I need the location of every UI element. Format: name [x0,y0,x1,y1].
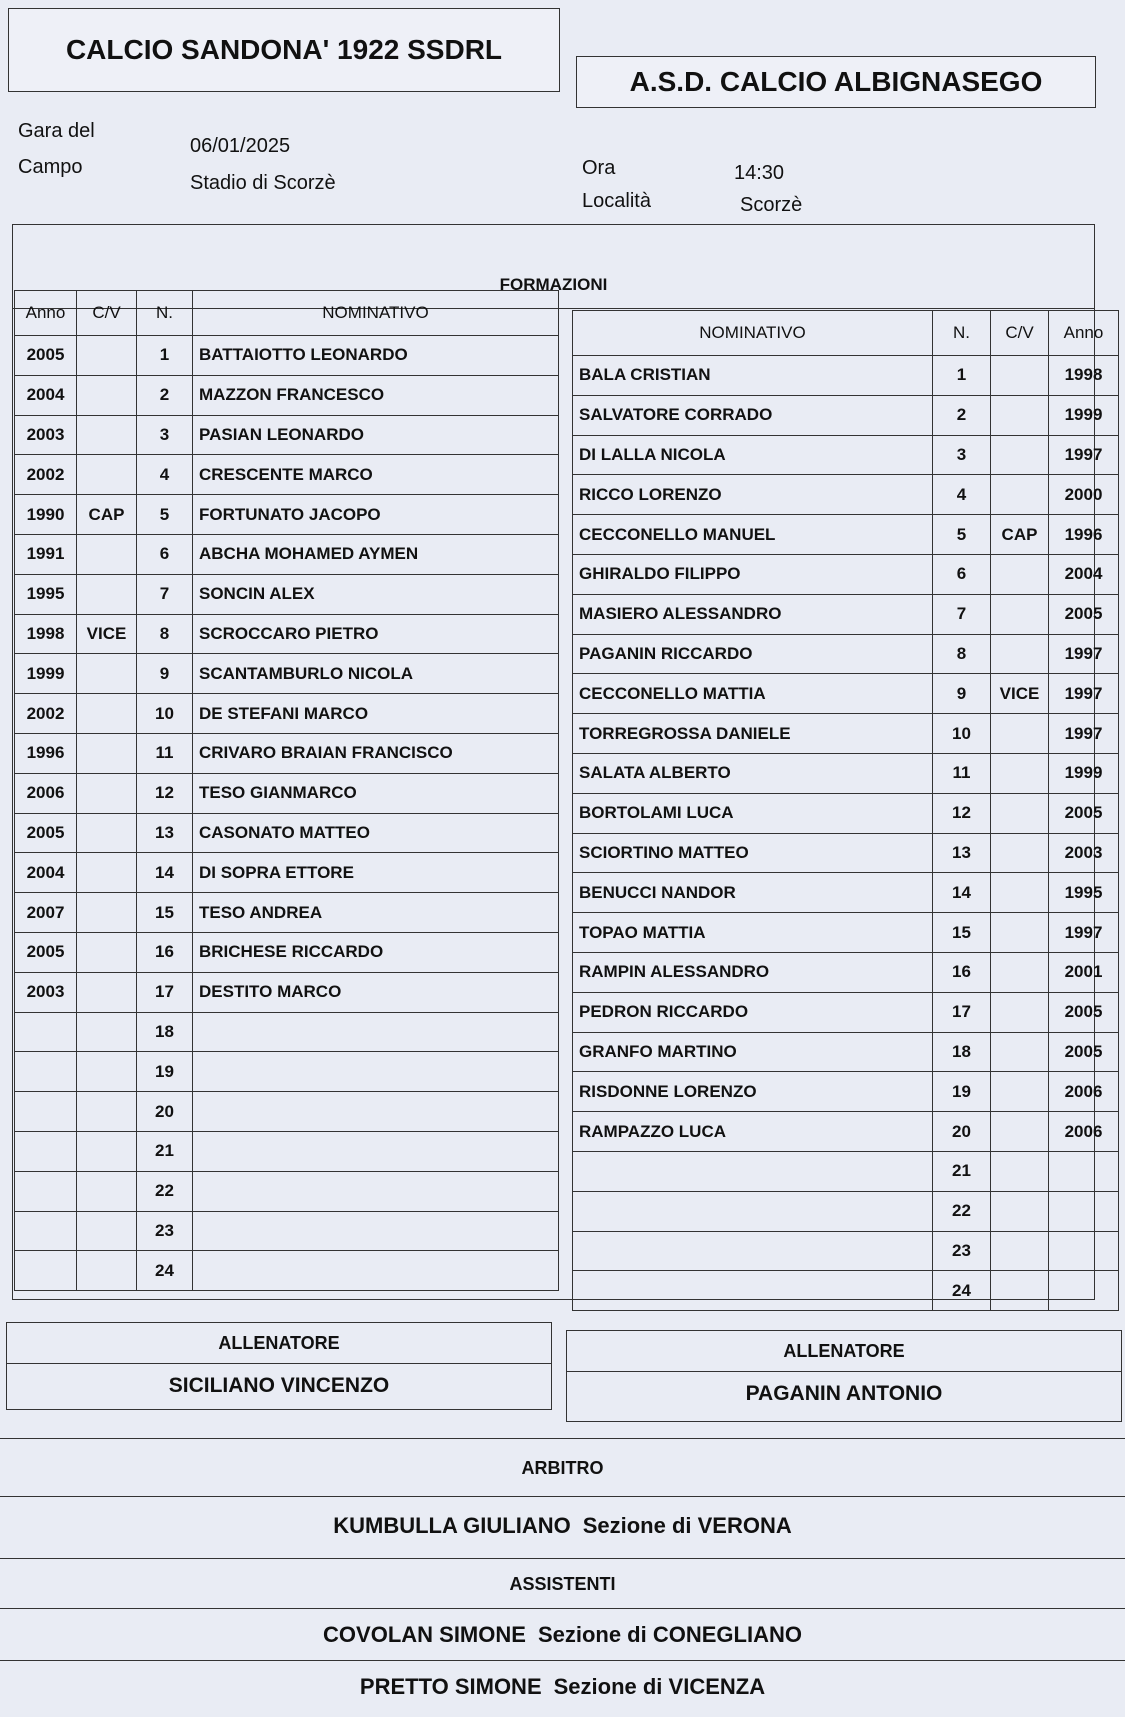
player-cv [77,972,137,1012]
player-n: 20 [137,1092,193,1132]
player-cv [77,336,137,376]
player-n: 9 [137,654,193,694]
away-coach-label: ALLENATORE [567,1331,1121,1372]
player-cv [77,813,137,853]
ora-value: 14:30 [734,162,785,184]
player-anno: 1999 [15,654,77,694]
player-anno: 1999 [1049,395,1119,435]
player-anno: 2003 [15,972,77,1012]
player-n: 10 [137,694,193,734]
player-anno: 2002 [15,694,77,734]
player-cv [77,1012,137,1052]
player-name: TORREGROSSA DANIELE [573,714,933,754]
player-name: CECCONELLO MATTIA [573,674,933,714]
player-anno [1049,1231,1119,1271]
player-name [193,1171,559,1211]
player-anno [15,1012,77,1052]
player-anno: 1997 [1049,634,1119,674]
player-anno: 1997 [1049,714,1119,754]
player-n: 22 [137,1171,193,1211]
player-cv [991,1112,1049,1152]
player-n: 10 [933,714,991,754]
away-player-row [573,1231,1119,1271]
player-name [193,1131,559,1171]
player-anno [15,1131,77,1171]
assistant-name: PRETTO SIMONE [359,1674,542,1699]
player-n: 4 [137,455,193,495]
player-n: 7 [933,594,991,634]
player-cv [77,375,137,415]
player-n: 20 [933,1112,991,1152]
player-name: DI LALLA NICOLA [573,435,933,475]
player-cv [77,415,137,455]
player-name: SONCIN ALEX [193,574,559,614]
col-n: N. [933,311,991,356]
away-player-row [573,1072,1119,1112]
player-name: GRANFO MARTINO [573,1032,933,1072]
player-anno [1049,1271,1119,1311]
player-name: RISDONNE LORENZO [573,1072,933,1112]
away-coach-box [566,1330,1122,1422]
player-name: CASONATO MATTEO [193,813,559,853]
player-n: 22 [933,1191,991,1231]
player-cv [991,1271,1049,1311]
player-anno: 2003 [1049,833,1119,873]
player-n: 5 [933,515,991,555]
player-name: SCROCCARO PIETRO [193,614,559,654]
player-n: 21 [933,1151,991,1191]
away-player-row [573,356,1119,396]
player-n: 14 [137,853,193,893]
player-name: BRICHESE RICCARDO [193,932,559,972]
player-name: TESO ANDREA [193,893,559,933]
formazioni-title: FORMAZIONI [12,262,1095,309]
player-name [573,1231,933,1271]
col-anno: Anno [15,291,77,336]
home-player-row [15,773,559,813]
home-player-row [15,495,559,535]
player-name: TOPAO MATTIA [573,913,933,953]
col-cv: C/V [991,311,1049,356]
player-cv [991,594,1049,634]
home-player-row [15,534,559,574]
player-n: 2 [137,375,193,415]
player-n: 17 [933,992,991,1032]
player-name: RAMPIN ALESSANDRO [573,952,933,992]
player-anno: 1997 [1049,913,1119,953]
player-n: 13 [933,833,991,873]
gara-value: 06/01/2025 [190,135,291,157]
away-header-row [573,311,1119,356]
home-player-row [15,813,559,853]
player-cv [991,793,1049,833]
campo-value: Stadio di Scorzè [190,172,336,194]
home-player-row [15,415,559,455]
player-cv [77,574,137,614]
player-cv [991,356,1049,396]
home-player-row [15,455,559,495]
player-cv [991,634,1049,674]
player-cv [991,435,1049,475]
player-name: SCIORTINO MATTEO [573,833,933,873]
player-anno [1049,1191,1119,1231]
player-n: 4 [933,475,991,515]
away-player-row [573,833,1119,873]
home-coach-label: ALLENATORE [7,1323,551,1364]
player-name [193,1052,559,1092]
player-anno: 2005 [1049,992,1119,1032]
player-name: SALVATORE CORRADO [573,395,933,435]
player-n: 11 [933,753,991,793]
player-n: 13 [137,813,193,853]
player-anno: 2001 [1049,952,1119,992]
player-n: 6 [933,554,991,594]
gara-label: Gara del [18,120,95,142]
player-cv [77,773,137,813]
player-anno: 2005 [1049,793,1119,833]
home-header-row [15,291,559,336]
player-cv [77,1131,137,1171]
player-anno: 2005 [15,813,77,853]
player-name: PAGANIN RICCARDO [573,634,933,674]
player-n: 12 [933,793,991,833]
away-player-row [573,634,1119,674]
player-anno: 2005 [1049,1032,1119,1072]
player-anno: 2002 [15,455,77,495]
player-n: 11 [137,733,193,773]
home-player-row [15,336,559,376]
player-name: PASIAN LEONARDO [193,415,559,455]
away-player-row [573,594,1119,634]
player-cv [991,714,1049,754]
player-cv [77,455,137,495]
home-player-row [15,1092,559,1132]
player-n: 7 [137,574,193,614]
away-player-row [573,992,1119,1032]
player-anno: 1997 [1049,674,1119,714]
player-n: 3 [933,435,991,475]
player-n: 2 [933,395,991,435]
home-player-row [15,1052,559,1092]
player-anno: 2004 [15,375,77,415]
assistant-section: Sezione di CONEGLIANO [537,1622,802,1647]
player-cv [991,873,1049,913]
player-n: 14 [933,873,991,913]
player-n: 9 [933,674,991,714]
home-player-row [15,893,559,933]
player-name: DE STEFANI MARCO [193,694,559,734]
player-anno [15,1171,77,1211]
player-anno: 1999 [1049,753,1119,793]
player-name: FORTUNATO JACOPO [193,495,559,535]
home-player-row [15,1211,559,1251]
away-roster-table [572,310,1119,1311]
player-name: CRIVARO BRAIAN FRANCISCO [193,733,559,773]
col-nominativo: NOMINATIVO [573,311,933,356]
player-anno: 2004 [15,853,77,893]
player-n: 1 [137,336,193,376]
player-n: 19 [933,1072,991,1112]
player-cv [77,1251,137,1291]
col-n: N. [137,291,193,336]
player-anno: 2006 [15,773,77,813]
player-n: 16 [933,952,991,992]
player-cv [77,654,137,694]
player-cv [77,534,137,574]
ora-label: Ora [582,157,616,179]
player-anno: 2006 [1049,1112,1119,1152]
player-name: RICCO LORENZO [573,475,933,515]
player-cv [77,893,137,933]
player-name: GHIRALDO FILIPPO [573,554,933,594]
player-cv [991,1151,1049,1191]
assistants-label: ASSISTENTI [0,1558,1125,1609]
away-player-row [573,913,1119,953]
away-player-row [573,395,1119,435]
away-player-row [573,1271,1119,1311]
player-name: CECCONELLO MANUEL [573,515,933,555]
player-anno: 2005 [15,336,77,376]
player-n: 15 [933,913,991,953]
home-player-row [15,1171,559,1211]
referee-section: Sezione di VERONA [582,1513,792,1538]
referee-row [0,1496,1125,1555]
player-cv [77,1052,137,1092]
player-cv [991,1231,1049,1271]
home-player-row [15,1012,559,1052]
player-cv: VICE [991,674,1049,714]
player-anno: 1998 [15,614,77,654]
player-n: 6 [137,534,193,574]
player-name: SCANTAMBURLO NICOLA [193,654,559,694]
player-cv [77,853,137,893]
player-name: MASIERO ALESSANDRO [573,594,933,634]
home-coach-box [6,1322,552,1410]
home-player-row [15,375,559,415]
player-cv [991,554,1049,594]
away-player-row [573,435,1119,475]
player-cv [77,1211,137,1251]
player-anno: 2000 [1049,475,1119,515]
away-player-row [573,674,1119,714]
referee-name: KUMBULLA GIULIANO [333,1513,571,1538]
player-name: BENUCCI NANDOR [573,873,933,913]
player-anno: 2005 [15,932,77,972]
player-cv: CAP [991,515,1049,555]
player-name: RAMPAZZO LUCA [573,1112,933,1152]
player-anno [15,1211,77,1251]
player-cv [991,913,1049,953]
player-anno: 1998 [1049,356,1119,396]
player-cv [991,395,1049,435]
player-anno: 2003 [15,415,77,455]
player-name: MAZZON FRANCESCO [193,375,559,415]
player-anno [15,1092,77,1132]
referee-label: ARBITRO [0,1438,1125,1497]
home-roster-table [14,290,559,1291]
player-n: 23 [137,1211,193,1251]
player-cv [77,932,137,972]
player-name: DESTITO MARCO [193,972,559,1012]
player-name: BATTAIOTTO LEONARDO [193,336,559,376]
player-name: PEDRON RICCARDO [573,992,933,1032]
player-anno: 2004 [1049,554,1119,594]
player-name: BALA CRISTIAN [573,356,933,396]
player-n: 12 [137,773,193,813]
player-name [193,1092,559,1132]
home-player-row [15,574,559,614]
away-player-row [573,1191,1119,1231]
player-anno: 2007 [15,893,77,933]
away-team-title: A.S.D. CALCIO ALBIGNASEGO [576,56,1096,108]
away-player-row [573,475,1119,515]
player-anno: 1996 [15,733,77,773]
away-coach-name: PAGANIN ANTONIO [745,1382,943,1405]
col-cv: C/V [77,291,137,336]
home-coach-name: SICILIANO VINCENZO [168,1374,390,1397]
away-player-row [573,952,1119,992]
away-player-row [573,1112,1119,1152]
player-name [573,1191,933,1231]
player-anno [15,1251,77,1291]
player-cv [991,753,1049,793]
player-n: 8 [933,634,991,674]
away-player-row [573,714,1119,754]
player-cv: VICE [77,614,137,654]
assistant-name: COVOLAN SIMONE [323,1622,526,1647]
player-cv [77,694,137,734]
player-n: 18 [137,1012,193,1052]
away-player-row [573,1032,1119,1072]
player-anno: 1991 [15,534,77,574]
player-anno [1049,1151,1119,1191]
home-player-row [15,694,559,734]
player-name: BORTOLAMI LUCA [573,793,933,833]
home-player-row [15,1251,559,1291]
player-cv [991,952,1049,992]
assistant-row [0,1608,1125,1661]
away-player-row [573,515,1119,555]
player-name [193,1251,559,1291]
away-player-row [573,1151,1119,1191]
player-name: ABCHA MOHAMED AYMEN [193,534,559,574]
player-anno: 1995 [15,574,77,614]
home-player-row [15,614,559,654]
assistant-row [0,1660,1125,1713]
player-n: 23 [933,1231,991,1271]
home-player-row [15,853,559,893]
player-anno: 1997 [1049,435,1119,475]
player-cv [991,1191,1049,1231]
player-name [573,1271,933,1311]
player-name: CRESCENTE MARCO [193,455,559,495]
away-player-row [573,793,1119,833]
home-player-row [15,932,559,972]
player-cv [77,733,137,773]
player-name: TESO GIANMARCO [193,773,559,813]
home-player-row [15,972,559,1012]
player-cv [77,1092,137,1132]
player-cv [77,1171,137,1211]
away-player-row [573,554,1119,594]
player-name [193,1211,559,1251]
player-n: 8 [137,614,193,654]
campo-label: Campo [18,156,83,178]
player-name: DI SOPRA ETTORE [193,853,559,893]
player-n: 21 [137,1131,193,1171]
col-anno: Anno [1049,311,1119,356]
localita-value: Scorzè [740,194,803,216]
home-player-row [15,733,559,773]
player-cv [991,833,1049,873]
player-cv [991,475,1049,515]
player-name: SALATA ALBERTO [573,753,933,793]
player-anno: 1996 [1049,515,1119,555]
player-n: 16 [137,932,193,972]
player-n: 24 [137,1251,193,1291]
home-player-row [15,1131,559,1171]
player-name [193,1012,559,1052]
player-anno: 2006 [1049,1072,1119,1112]
player-n: 3 [137,415,193,455]
player-anno: 1990 [15,495,77,535]
player-anno: 2005 [1049,594,1119,634]
player-n: 24 [933,1271,991,1311]
home-player-row [15,654,559,694]
player-n: 17 [137,972,193,1012]
player-n: 18 [933,1032,991,1072]
player-cv [991,1032,1049,1072]
assistant-section: Sezione di VICENZA [553,1674,766,1699]
localita-label: Località [582,190,651,212]
away-player-row [573,873,1119,913]
player-n: 15 [137,893,193,933]
away-player-row [573,753,1119,793]
player-cv [991,992,1049,1032]
col-nominativo: NOMINATIVO [193,291,559,336]
player-cv [991,1072,1049,1112]
player-anno [15,1052,77,1092]
player-n: 1 [933,356,991,396]
player-n: 5 [137,495,193,535]
player-cv: CAP [77,495,137,535]
player-name [573,1151,933,1191]
home-team-title: CALCIO SANDONA' 1922 SSDRL [8,8,560,92]
player-n: 19 [137,1052,193,1092]
player-anno: 1995 [1049,873,1119,913]
